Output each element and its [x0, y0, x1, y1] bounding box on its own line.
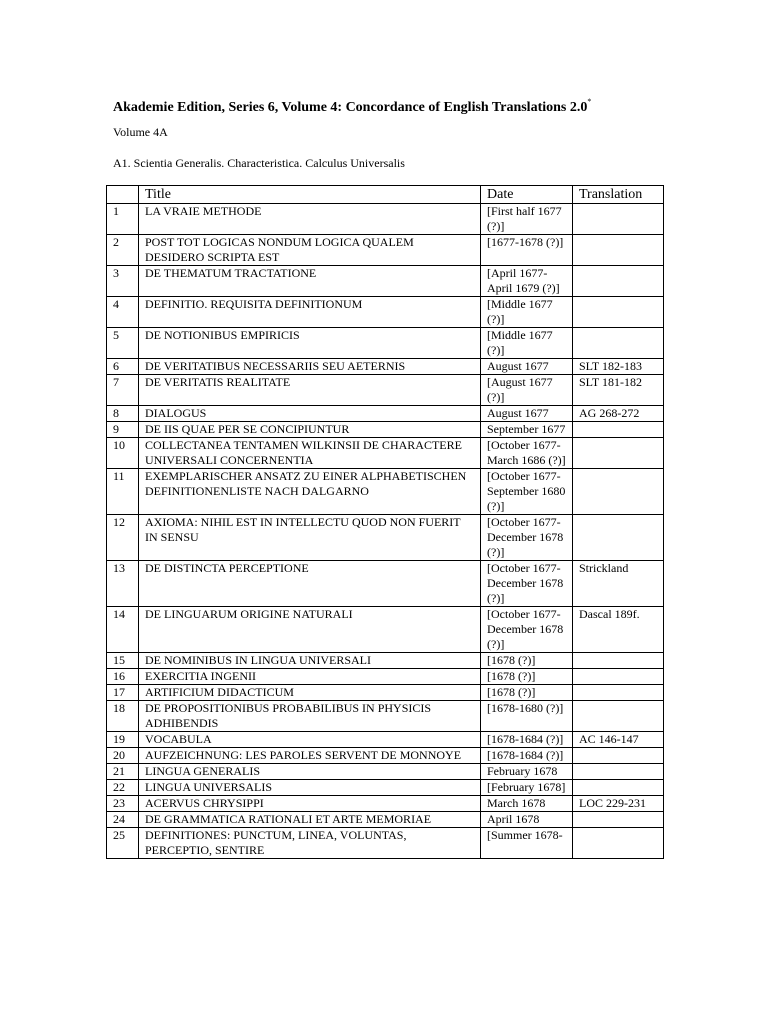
table-row: [107, 422, 664, 438]
row-translation-cell: [573, 297, 664, 328]
header-translation: Translation: [573, 186, 664, 204]
row-date-cell: [October 1677-March 1686 (?)]: [481, 438, 573, 469]
row-date-cell: [Summer 1678-: [481, 828, 573, 859]
row-title-cell: DE NOTIONIBUS EMPIRICIS: [139, 328, 481, 359]
row-number-cell: 2: [107, 235, 139, 266]
row-number-cell: 14: [107, 607, 139, 653]
row-title-cell: AXIOMA: NIHIL EST IN INTELLECTU QUOD NON FUERIT IN SENSU: [139, 515, 481, 561]
row-title-cell: VOCABULA: [139, 732, 481, 748]
row-title-cell: DIALOGUS: [139, 406, 481, 422]
row-translation-cell: [573, 422, 664, 438]
table-row: [107, 438, 664, 469]
table-row: [107, 780, 664, 796]
row-title-cell: DE NOMINIBUS IN LINGUA UNIVERSALI: [139, 653, 481, 669]
document-title: [113, 94, 713, 116]
table-row: [107, 266, 664, 297]
row-date-cell: [October 1677-September 1680 (?)]: [481, 469, 573, 515]
footnote-mark: *: [587, 97, 592, 106]
row-title-cell: DE VERITATIBUS NECESSARIIS SEU AETERNIS: [139, 359, 481, 375]
row-title-cell: EXEMPLARISCHER ANSATZ ZU EINER ALPHABETISCHEN DEFINITIONENLISTE NACH DALGARNO: [139, 469, 481, 515]
row-number-cell: 20: [107, 748, 139, 764]
row-date-cell: [Middle 1677 (?)]: [481, 297, 573, 328]
table-row: [107, 235, 664, 266]
table-row: [107, 653, 664, 669]
row-translation-cell: [573, 748, 664, 764]
row-number-cell: 21: [107, 764, 139, 780]
row-translation-cell: [573, 515, 664, 561]
row-date-cell: [October 1677-December 1678 (?)]: [481, 607, 573, 653]
row-translation-cell: [573, 780, 664, 796]
row-date-cell: [1678 (?)]: [481, 669, 573, 685]
row-title-cell: DE LINGUARUM ORIGINE NATURALI: [139, 607, 481, 653]
row-title-cell: ARTIFICIUM DIDACTICUM: [139, 685, 481, 701]
row-number-cell: 15: [107, 653, 139, 669]
row-number-cell: 8: [107, 406, 139, 422]
row-date-cell: [1678-1684 (?)]: [481, 748, 573, 764]
row-number-cell: 5: [107, 328, 139, 359]
row-translation-cell: Dascal 189f.: [573, 607, 664, 653]
row-date-cell: [August 1677 (?)]: [481, 375, 573, 406]
row-number-cell: 12: [107, 515, 139, 561]
volume-label: Volume 4A: [113, 125, 168, 139]
row-translation-cell: [573, 469, 664, 515]
header-date: Date: [481, 186, 573, 204]
row-title-cell: DE IIS QUAE PER SE CONCIPIUNTUR: [139, 422, 481, 438]
row-date-cell: [Middle 1677 (?)]: [481, 328, 573, 359]
table-row: [107, 701, 664, 732]
table-row: [107, 561, 664, 607]
table-row: [107, 297, 664, 328]
table-row: [107, 748, 664, 764]
row-number-cell: 23: [107, 796, 139, 812]
row-number-cell: 13: [107, 561, 139, 607]
header-number: [107, 186, 139, 204]
row-translation-cell: [573, 328, 664, 359]
row-title-cell: AUFZEICHNUNG: LES PAROLES SERVENT DE MONNOYE: [139, 748, 481, 764]
row-date-cell: [February 1678]: [481, 780, 573, 796]
section-heading: A1. Scientia Generalis. Characteristica. Calculus Universalis: [113, 156, 405, 170]
table-row: [107, 359, 664, 375]
row-translation-cell: AG 268-272: [573, 406, 664, 422]
row-title-cell: LINGUA UNIVERSALIS: [139, 780, 481, 796]
row-translation-cell: [573, 235, 664, 266]
row-translation-cell: [573, 669, 664, 685]
row-date-cell: February 1678: [481, 764, 573, 780]
table-row: [107, 669, 664, 685]
row-title-cell: DE GRAMMATICA RATIONALI ET ARTE MEMORIAE: [139, 812, 481, 828]
row-date-cell: [1678 (?)]: [481, 685, 573, 701]
table-row: [107, 515, 664, 561]
row-number-cell: 9: [107, 422, 139, 438]
row-number-cell: 4: [107, 297, 139, 328]
row-translation-cell: [573, 685, 664, 701]
table-row: [107, 375, 664, 406]
table-row: [107, 796, 664, 812]
row-date-cell: August 1677: [481, 359, 573, 375]
row-title-cell: DE DISTINCTA PERCEPTIONE: [139, 561, 481, 607]
row-date-cell: [1677-1678 (?)]: [481, 235, 573, 266]
row-number-cell: 16: [107, 669, 139, 685]
row-title-cell: LA VRAIE METHODE: [139, 204, 481, 235]
row-date-cell: [October 1677-December 1678 (?)]: [481, 561, 573, 607]
row-translation-cell: Strickland: [573, 561, 664, 607]
row-translation-cell: AC 146-147: [573, 732, 664, 748]
row-number-cell: 18: [107, 701, 139, 732]
row-translation-cell: [573, 266, 664, 297]
row-date-cell: [April 1677-April 1679 (?)]: [481, 266, 573, 297]
row-date-cell: [October 1677-December 1678 (?)]: [481, 515, 573, 561]
row-date-cell: August 1677: [481, 406, 573, 422]
row-title-cell: POST TOT LOGICAS NONDUM LOGICA QUALEM DESIDERO SCRIPTA EST: [139, 235, 481, 266]
row-title-cell: DE THEMATUM TRACTATIONE: [139, 266, 481, 297]
table-row: [107, 828, 664, 859]
table-row: [107, 764, 664, 780]
row-title-cell: LINGUA GENERALIS: [139, 764, 481, 780]
row-translation-cell: SLT 182-183: [573, 359, 664, 375]
table-row: [107, 812, 664, 828]
row-title-cell: DE VERITATIS REALITATE: [139, 375, 481, 406]
row-number-cell: 3: [107, 266, 139, 297]
row-translation-cell: [573, 701, 664, 732]
row-date-cell: September 1677: [481, 422, 573, 438]
table-row: [107, 732, 664, 748]
row-translation-cell: [573, 438, 664, 469]
row-number-cell: 24: [107, 812, 139, 828]
row-number-cell: 25: [107, 828, 139, 859]
table-row: [107, 328, 664, 359]
row-translation-cell: [573, 653, 664, 669]
row-number-cell: 1: [107, 204, 139, 235]
row-date-cell: April 1678: [481, 812, 573, 828]
row-translation-cell: [573, 764, 664, 780]
table-row: [107, 685, 664, 701]
row-number-cell: 17: [107, 685, 139, 701]
row-number-cell: 6: [107, 359, 139, 375]
row-date-cell: [1678-1680 (?)]: [481, 701, 573, 732]
document-title-text: Akademie Edition, Series 6, Volume 4: Concordance of English Translations 2.0: [113, 100, 588, 115]
table-row: [107, 607, 664, 653]
row-number-cell: 7: [107, 375, 139, 406]
row-number-cell: 10: [107, 438, 139, 469]
row-translation-cell: [573, 812, 664, 828]
row-title-cell: COLLECTANEA TENTAMEN WILKINSII DE CHARACTERE UNIVERSALI CONCERNENTIA: [139, 438, 481, 469]
row-date-cell: [First half 1677 (?)]: [481, 204, 573, 235]
row-translation-cell: [573, 828, 664, 859]
table-row: [107, 406, 664, 422]
row-date-cell: [1678-1684 (?)]: [481, 732, 573, 748]
concordance-table: [106, 185, 664, 859]
table-row: [107, 204, 664, 235]
row-title-cell: DEFINITIONES: PUNCTUM, LINEA, VOLUNTAS, PERCEPTIO, SENTIRE: [139, 828, 481, 859]
row-translation-cell: SLT 181-182: [573, 375, 664, 406]
row-number-cell: 19: [107, 732, 139, 748]
row-title-cell: EXERCITIA INGENII: [139, 669, 481, 685]
row-title-cell: ACERVUS CHRYSIPPI: [139, 796, 481, 812]
row-number-cell: 11: [107, 469, 139, 515]
header-title: Title: [139, 186, 481, 204]
row-title-cell: DEFINITIO. REQUISITA DEFINITIONUM: [139, 297, 481, 328]
row-number-cell: 22: [107, 780, 139, 796]
row-date-cell: March 1678: [481, 796, 573, 812]
table-header-row: [107, 186, 664, 204]
row-title-cell: DE PROPOSITIONIBUS PROBABILIBUS IN PHYSICIS ADHIBENDIS: [139, 701, 481, 732]
row-date-cell: [1678 (?)]: [481, 653, 573, 669]
row-translation-cell: [573, 204, 664, 235]
row-translation-cell: LOC 229-231: [573, 796, 664, 812]
table-body: [107, 204, 664, 859]
table-row: [107, 469, 664, 515]
